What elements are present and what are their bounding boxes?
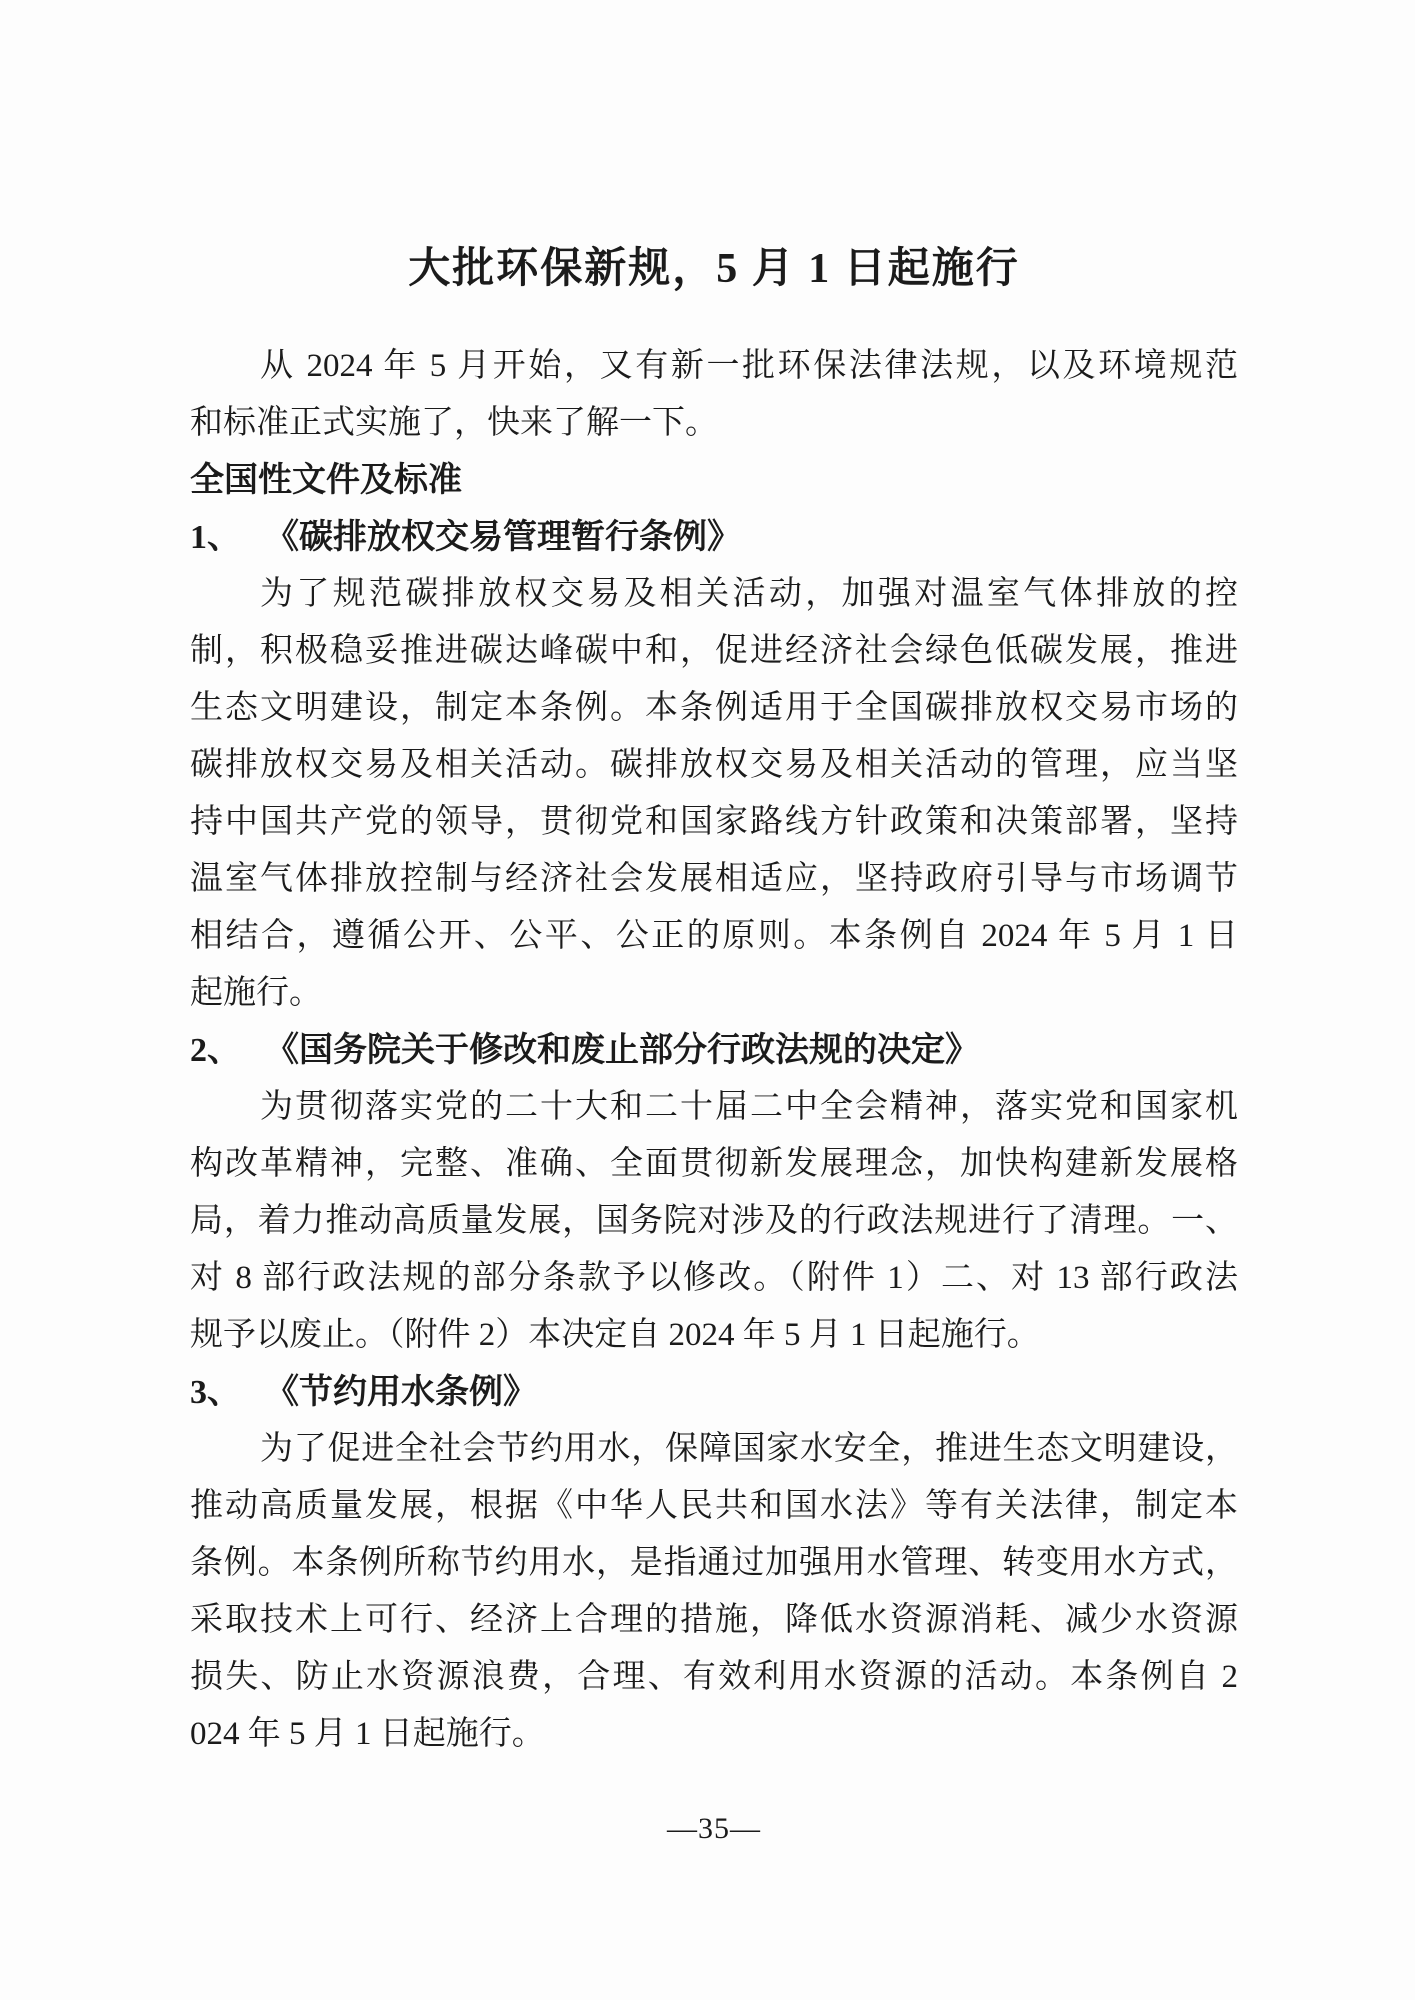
text-line: 推动高质量发展，根据《中华人民共和国水法》等有关法律，制定本 [190, 1488, 1238, 1524]
text-line: 为了规范碳排放权交易及相关活动，加强对温室气体排放的控 [260, 576, 1238, 612]
item-3-body [190, 1421, 1238, 1763]
item-title: 《国务院关于修改和废止部分行政法规的决定》 [265, 1032, 979, 1069]
content-area [190, 245, 1238, 1857]
item-number: 1、 [190, 519, 241, 556]
text-line: 生态文明建设，制定本条例。本条例适用于全国碳排放权交易市场的 [190, 690, 1238, 726]
text-line: 从 2024 年 5 月开始，又有新一批环保法律法规，以及环境规范 [260, 348, 1238, 384]
text-line: 构改革精神，完整、准确、全面贯彻新发展理念，加快构建新发展格 [190, 1146, 1238, 1182]
document-title: 大批环保新规，5 月 1 日起施行 [408, 246, 1020, 292]
text-line: 相结合，遵循公开、公平、公正的原则。本条例自 2024 年 5 月 1 日 [190, 918, 1238, 954]
text-line: 和标准正式实施了，快来了解一下。 [190, 405, 718, 441]
text-line: 对 8 部行政法规的部分条款予以修改。（附件 1）二、对 13 部行政法 [190, 1260, 1238, 1296]
page-number: —35— [667, 1812, 761, 1845]
item-1-body [190, 566, 1238, 1022]
item-number: 3、 [190, 1374, 241, 1411]
item-heading-1 [190, 509, 1238, 566]
text-line: 制，积极稳妥推进碳达峰碳中和，促进经济社会绿色低碳发展，推进 [190, 633, 1238, 669]
text-line: 碳排放权交易及相关活动。碳排放权交易及相关活动的管理，应当坚 [190, 747, 1238, 783]
item-heading-3 [190, 1364, 1238, 1421]
text-line: 局，着力推动高质量发展，国务院对涉及的行政法规进行了清理。一、 [190, 1203, 1238, 1239]
text-line: 采取技术上可行、经济上合理的措施，降低水资源消耗、减少水资源 [190, 1602, 1238, 1638]
text-line: 规予以废止。（附件 2）本决定自 2024 年 5 月 1 日起施行。 [190, 1317, 1040, 1353]
item-2-body [190, 1079, 1238, 1364]
item-heading-2 [190, 1022, 1238, 1079]
text-line: 起施行。 [190, 975, 322, 1011]
item-title: 《碳排放权交易管理暂行条例》 [265, 519, 741, 556]
text-line: 为了促进全社会节约用水，保障国家水安全，推进生态文明建设， [260, 1431, 1238, 1467]
text-line: 温室气体排放控制与经济社会发展相适应，坚持政府引导与市场调节 [190, 861, 1238, 897]
text-line: 持中国共产党的领导，贯彻党和国家路线方针政策和决策部署，坚持 [190, 804, 1238, 840]
item-title: 《节约用水条例》 [265, 1374, 537, 1411]
text-line: 条例。本条例所称节约用水，是指通过加强用水管理、转变用水方式， [190, 1545, 1238, 1581]
text-line: 损失、防止水资源浪费，合理、有效利用水资源的活动。本条例自 2 [190, 1659, 1238, 1695]
section-heading: 全国性文件及标准 [190, 462, 462, 499]
intro-paragraph [190, 338, 1238, 452]
item-number: 2、 [190, 1032, 241, 1069]
text-line: 024 年 5 月 1 日起施行。 [190, 1716, 545, 1752]
text-line: 为贯彻落实党的二十大和二十届二中全会精神，落实党和国家机 [260, 1089, 1238, 1125]
